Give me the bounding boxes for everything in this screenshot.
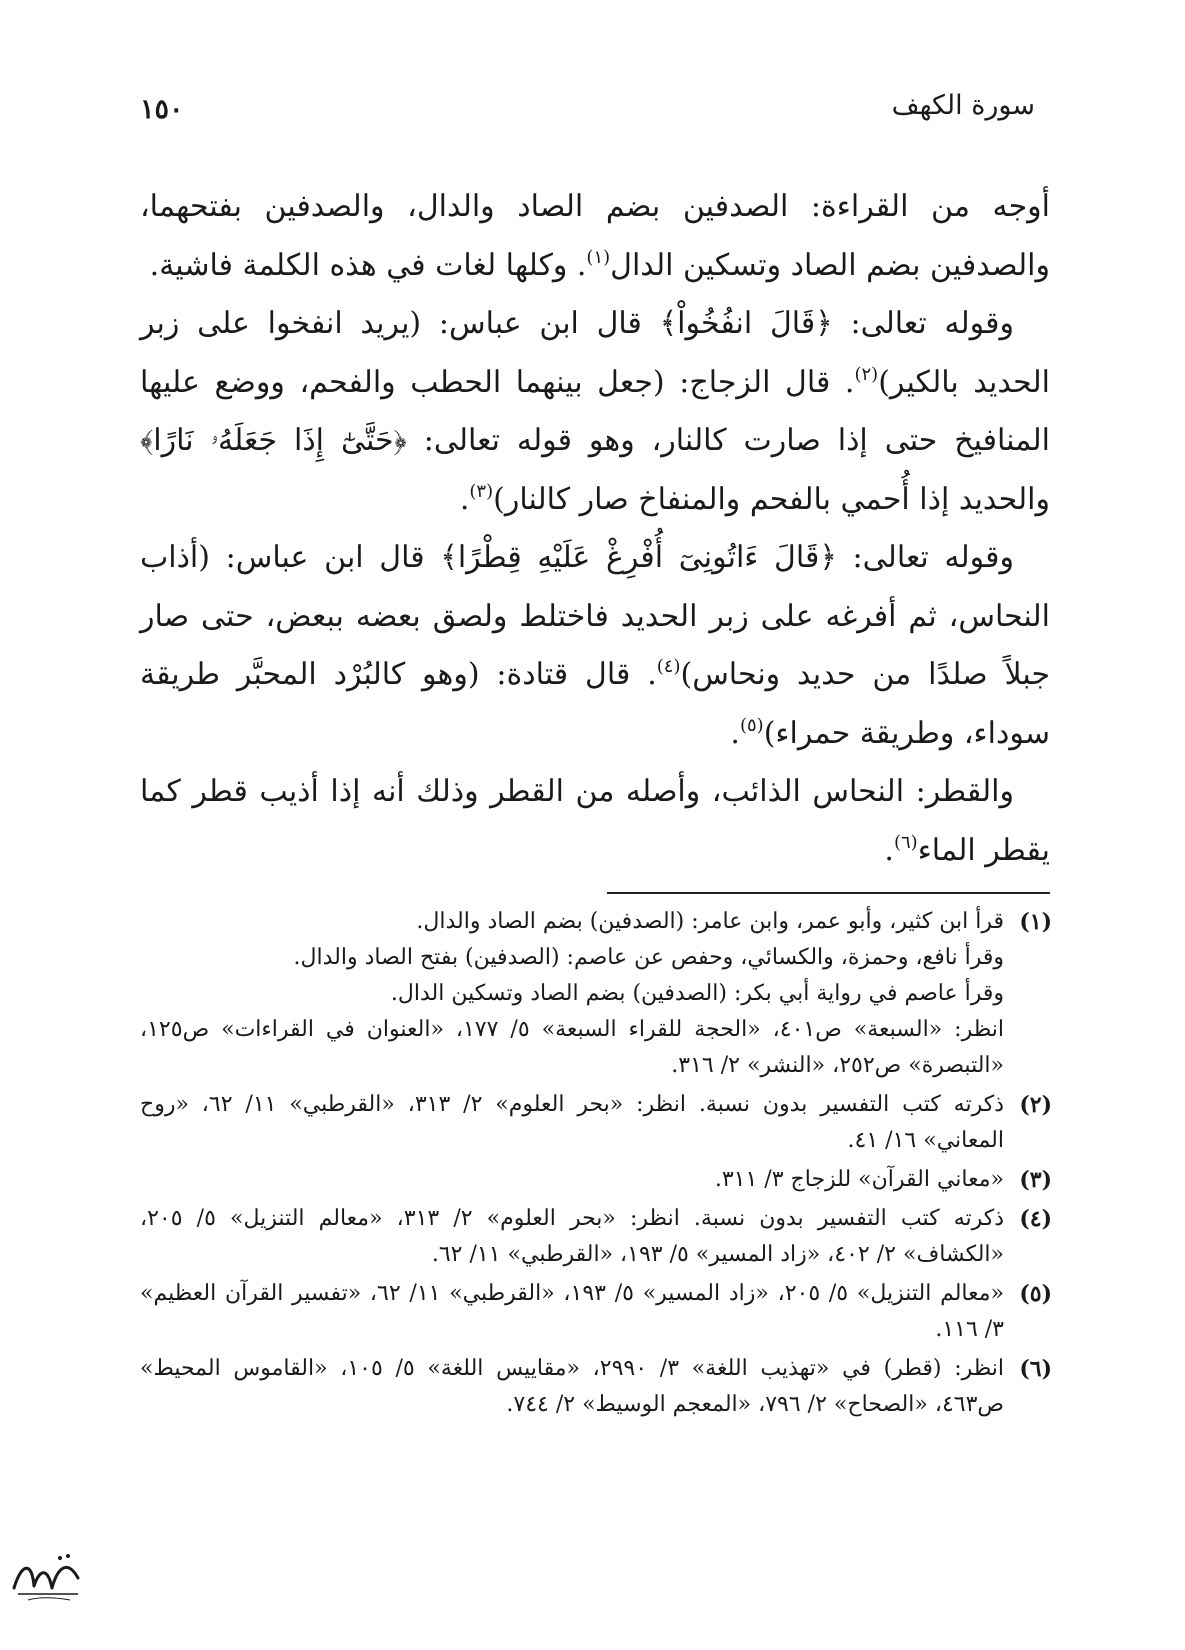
paragraph-3 (140, 529, 1050, 763)
paragraph-4 (140, 763, 1050, 880)
footnote-5 (140, 1276, 1052, 1348)
footnote-ref-3: (٣) (469, 480, 494, 502)
publisher-stamp-logo (8, 1548, 86, 1606)
paragraph-1-text: أوجه من القراءة: الصدفين بضم الصاد والدال، والصدفين بفتحهما، والصدفين بضم الصاد وتسكين الدال (140, 189, 1050, 283)
paragraph-1-tail: . وكلها لغات في هذه الكلمة فاشية. (149, 247, 587, 283)
footnote-line: ذكرته كتب التفسير بدون نسبة. انظر: «بحر العلوم» ٢/ ٣١٣، «معالم التنزيل» ٥/ ٢٠٥، «الكشاف» ٢/ ٤٠٢، «زاد المسير» ٥/ ١٩٣، «القرطبي» ١١/ ٦٢. (140, 1206, 1005, 1267)
footnote-line: ذكرته كتب التفسير بدون نسبة. انظر: «بحر العلوم» ٢/ ٣١٣، «القرطبي» ١١/ ٦٢، «روح المعاني» ١٦/ ٤١. (140, 1092, 1005, 1153)
paragraph-3-middle: . قال قتادة: (وهو كالبُرْد المحبَّر طريقة سوداء، وطريقة حمراء) (140, 657, 1050, 751)
footnote-number: (٤) (1019, 1206, 1052, 1232)
paragraph-2-text: وقوله تعالى: ﴿قَالَ انفُخُواْ﴾ قال ابن عباس: (يريد انفخوا على زبر الحديد بالكير) (140, 306, 1050, 400)
footnote-text (140, 1087, 1004, 1159)
paragraph-3-tail: . (730, 715, 740, 751)
footnote-ref-1: (١) (586, 246, 611, 268)
page-number: ١٥٠ (140, 94, 184, 125)
footnote-4 (140, 1201, 1052, 1273)
footnote-line: انظر: «السبعة» ص٤٠١، «الحجة للقراء السبعة» ٥/ ١٧٧، «العنوان في القراءات» ص١٢٥، «التبصرة» ص٢٥٢، «النشر» ٢/ ٣١٦. (140, 1017, 1004, 1078)
footnote-ref-6: (٦) (893, 831, 918, 853)
footnote-1 (140, 904, 1052, 1084)
footnote-number: (١) (1019, 909, 1052, 935)
footnote-number: (٥) (1019, 1281, 1052, 1307)
paragraph-4-text: والقطر: النحاس الذائب، وأصله من القطر وذلك أنه إذا أذيب قطر كما يقطر الماء (140, 774, 1050, 868)
footnote-text (140, 1162, 1004, 1198)
paragraph-1 (140, 178, 1050, 295)
footnote-text (140, 904, 1004, 1084)
footnote-line: «معاني القرآن» للزجاج ٣/ ٣١١. (714, 1167, 1004, 1192)
footnote-line: قرأ ابن كثير، وأبو عمر، وابن عامر: (الصدفين) بضم الصاد والدال. (416, 909, 1004, 934)
footnote-ref-5: (٥) (739, 714, 764, 736)
running-title: سورة الكهف (891, 90, 1035, 121)
paragraph-2-middle: . قال الزجاج: (جعل بينهما الحطب والفحم، ووضع عليها المنافيخ حتى إذا صارت كالنار، وهو قوله تعالى: ﴿حَتَّىٰٓ إِذَا جَعَلَهُۥ نَارًا﴾ والحديد إذا أُحمي بالفحم والمنفاخ صار كالنار) (140, 364, 1050, 517)
footnote-line: وقرأ نافع، وحمزة، والكسائي، وحفص عن عاصم: (الصدفين) بفتح الصاد والدال. (293, 945, 1004, 970)
footnote-line: «معالم التنزيل» ٥/ ٢٠٥، «زاد المسير» ٥/ ١٩٣، «القرطبي» ١١/ ٦٢، «تفسير القرآن العظيم» ٣/ ١١٦. (140, 1281, 1004, 1342)
footnotes (140, 904, 1052, 1426)
footnote-number: (٦) (1019, 1356, 1052, 1382)
paragraph-2 (140, 295, 1050, 529)
footnote-text (140, 1201, 1004, 1273)
footnote-number: (٢) (1019, 1092, 1052, 1118)
footnote-2 (140, 1087, 1052, 1159)
footnote-separator (607, 892, 1050, 894)
footnote-line: وقرأ عاصم في رواية أبي بكر: (الصدفين) بضم الصاد وتسكين الدال. (390, 981, 1004, 1006)
footnote-line: انظر: (قطر) في «تهذيب اللغة» ٣/ ٢٩٩٠، «مقاييس اللغة» ٥/ ١٠٥، «القاموس المحيط» ص٤٦٣، «الصحاح» ٢/ ٧٩٦، «المعجم الوسيط» ٢/ ٧٤٤. (140, 1356, 1005, 1417)
page-header (140, 86, 1035, 130)
main-text (140, 178, 1050, 880)
footnote-3 (140, 1162, 1052, 1198)
footnote-text (140, 1351, 1004, 1423)
paragraph-3-text: وقوله تعالى: ﴿قَالَ ءَاتُونِىٓ أُفْرِغْ عَلَيْهِ قِطْرًا﴾ قال ابن عباس: (أذاب النحاس، ثم أفرغه على زبر الحديد فاختلط ولصق بعضه ببعض، حتى صار جبلاً صلدًا من حديد ونحاس) (140, 540, 1050, 692)
footnote-ref-4: (٤) (656, 656, 681, 677)
paragraph-4-tail: . (884, 832, 894, 868)
footnote-ref-2: (٢) (854, 363, 879, 385)
footnote-text (140, 1276, 1004, 1348)
footnote-number: (٣) (1019, 1167, 1052, 1193)
footnote-6 (140, 1351, 1052, 1423)
paragraph-2-tail: . (459, 481, 470, 517)
